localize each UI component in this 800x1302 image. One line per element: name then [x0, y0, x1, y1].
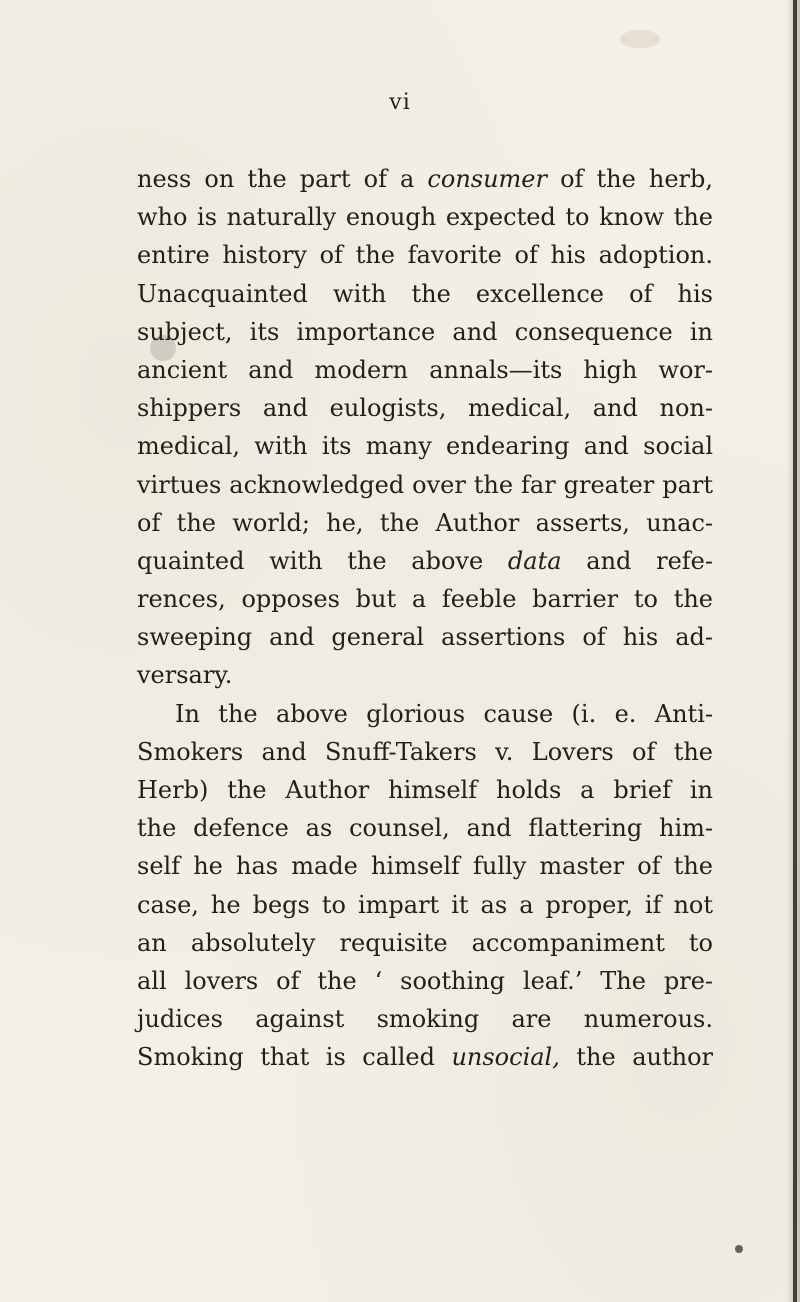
text-line: an absolutely requisite accompaniment to	[137, 928, 713, 957]
text-line: Unacquainted with the excellence of his	[137, 279, 713, 308]
text-line: subject, its importance and consequence in	[137, 317, 713, 346]
text-line: ancient and modern annals—its high wor-	[137, 355, 713, 384]
italic-word: consumer	[427, 165, 547, 193]
text-line: case, he begs to impart it as a proper, if not	[137, 890, 713, 919]
text-line: sweeping and general assertions of his ad-	[137, 623, 713, 652]
page-edge	[793, 0, 797, 1302]
text-line: Smoking that is called unsocial, the author	[137, 1043, 713, 1072]
text-line: rences, opposes but a feeble barrier to the	[137, 585, 713, 614]
italic-word: unsocial,	[451, 1043, 560, 1072]
text-line: Herb) the Author himself holds a brief in	[137, 776, 713, 804]
italic-word: data	[507, 546, 562, 575]
text-line: judices against smoking are numerous.	[137, 1005, 713, 1034]
paper-stain	[620, 30, 660, 48]
text-line: medical, with its many endearing and social	[137, 432, 713, 461]
text-line: versary.	[137, 661, 233, 690]
paper-stain	[735, 1245, 743, 1253]
text-line: all lovers of the ‘ soothing leaf.’ The pre-	[137, 966, 713, 995]
text-line: In the above glorious cause (i. e. Anti-	[175, 699, 713, 728]
text-line: ness on the part of a consumer of the herb,	[137, 165, 713, 193]
text-line: self he has made himself fully master of the	[137, 852, 713, 881]
text-line: of the world; he, the Author asserts, unac-	[137, 508, 713, 537]
text-line: virtues acknowledged over the far greater part	[137, 470, 713, 499]
text-line: shippers and eulogists, medical, and non-	[137, 394, 713, 423]
text-line: the defence as counsel, and flattering him-	[137, 814, 713, 843]
text-line: quainted with the above data and refe-	[137, 546, 713, 575]
text-line: Smokers and Snuff-Takers v. Lovers of the	[137, 737, 713, 766]
page-number: vi	[389, 90, 411, 115]
text-line: entire history of the favorite of his adoption.	[137, 241, 713, 270]
text-line: who is naturally enough expected to know the	[137, 203, 713, 232]
body-text	[137, 160, 713, 1077]
